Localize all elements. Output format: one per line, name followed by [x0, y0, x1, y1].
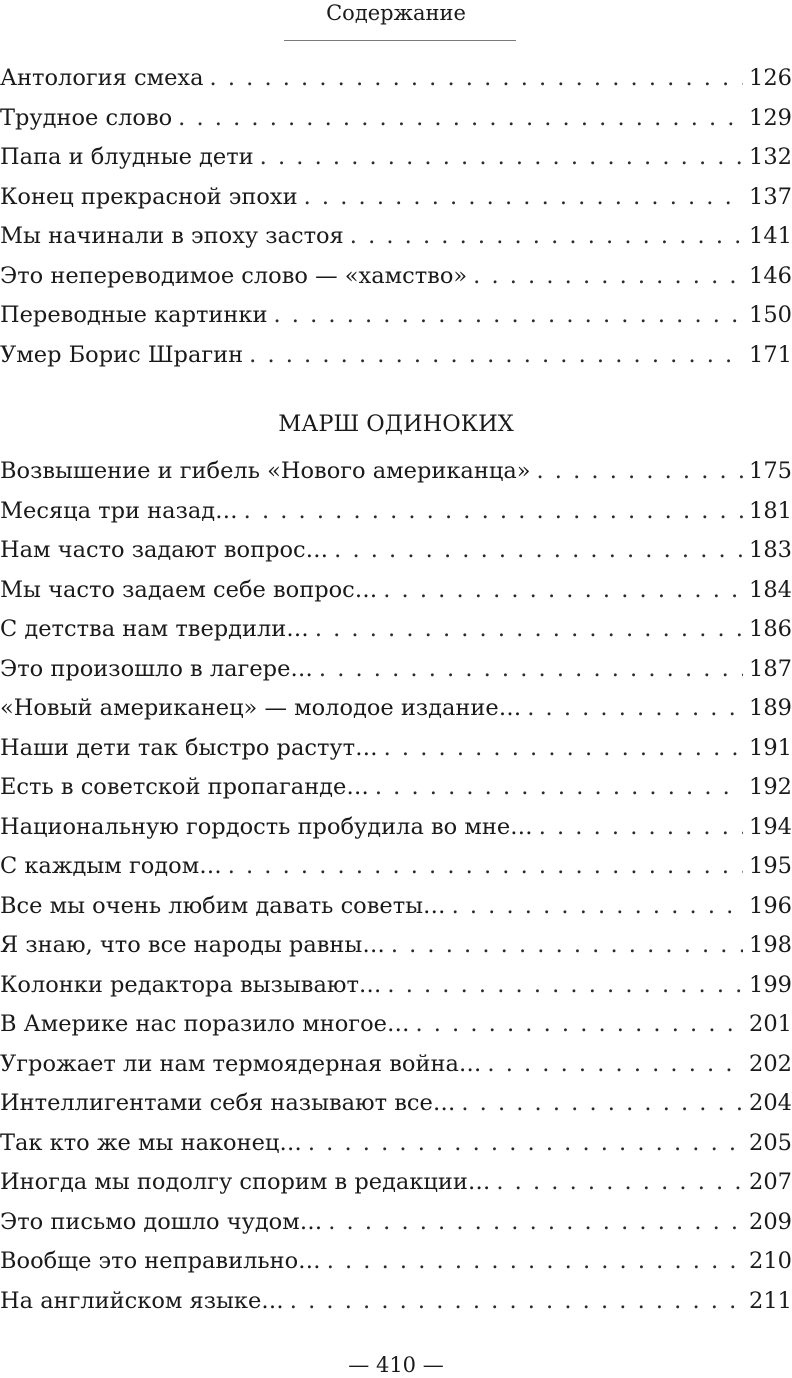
toc-entry-title: С каждым годом… [0, 853, 222, 879]
toc-entry [0, 574, 792, 614]
toc-entry-title: Все мы очень любим давать советы… [0, 892, 446, 919]
toc-entry-page: 194 [749, 813, 792, 840]
dot-leader [290, 1285, 743, 1317]
toc-entry [0, 1127, 792, 1167]
toc-section-2 [0, 455, 792, 1324]
toc-entry [0, 1166, 792, 1206]
toc-entry [0, 220, 792, 260]
toc-entry [0, 260, 792, 300]
toc-entry-page: 202 [749, 1050, 792, 1077]
toc-entry-page: 210 [749, 1248, 792, 1274]
dot-leader [273, 299, 743, 331]
toc-entry [0, 102, 792, 142]
toc-entry-page: 196 [749, 892, 792, 919]
toc-entry [0, 890, 792, 930]
toc-entry-page: 187 [749, 655, 792, 682]
dot-leader [387, 969, 743, 1001]
toc-entry-title: Иногда мы подолгу спорим в редакции… [0, 1169, 491, 1195]
toc-entry-page: 201 [749, 1011, 792, 1037]
toc-entry [0, 653, 792, 693]
toc-entry-title: Конец прекрасной эпохи [0, 183, 298, 210]
toc-entry-page: 186 [749, 616, 792, 642]
dot-leader [308, 1127, 743, 1159]
toc-entry-title: С детства нам твердили… [0, 616, 309, 642]
toc-entry [0, 1206, 792, 1246]
dot-leader [384, 732, 743, 764]
toc-entry [0, 850, 792, 890]
toc-entry-title: Интеллигентами себя называют все… [0, 1090, 456, 1116]
toc-entry-title: Я знаю, что все народы равны… [0, 932, 385, 958]
dot-leader [527, 692, 743, 724]
toc-entry-title: Трудное слово [0, 104, 173, 131]
toc-entry-title: Национальную гордость пробудила во мне… [0, 813, 533, 840]
toc-entry [0, 455, 792, 495]
dot-leader [327, 1245, 743, 1277]
toc-entry-page: 181 [749, 497, 792, 524]
toc-entry [0, 534, 792, 574]
dot-leader [537, 455, 744, 487]
toc-entry-page: 184 [749, 576, 792, 603]
toc-entry [0, 732, 792, 772]
toc-entry-page: 209 [749, 1208, 792, 1235]
toc-entry-title: Колонки редактора вызывают… [0, 971, 382, 998]
toc-entry [0, 181, 792, 221]
toc-entry [0, 811, 792, 851]
toc-entry [0, 1008, 792, 1048]
dot-leader [334, 534, 743, 566]
dot-leader [496, 1166, 743, 1198]
toc-entry [0, 141, 792, 181]
dot-leader [415, 1008, 743, 1040]
toc-entry-page: 195 [749, 853, 792, 879]
toc-entry-title: Это письмо дошло чудом… [0, 1208, 323, 1235]
toc-entry [0, 62, 792, 102]
toc-entry-page: 146 [749, 262, 792, 289]
toc-entry-page: 171 [749, 341, 792, 368]
toc-entry-title: Мы часто задаем себе вопрос… [0, 576, 378, 603]
header-divider [284, 40, 516, 41]
toc-entry-page: 129 [749, 104, 792, 131]
toc-entry-page: 183 [749, 537, 792, 563]
toc-entry-title: Вообще это неправильно… [0, 1248, 321, 1274]
toc-entry-title: Мы начинали в эпоху застоя [0, 223, 344, 249]
dot-leader [244, 495, 743, 527]
dot-leader [461, 1087, 743, 1119]
toc-entry [0, 1048, 792, 1088]
toc-entry-title: «Новый американец» — молодое издание… [0, 695, 522, 721]
toc-entry-title: Есть в советской пропаганде… [0, 774, 369, 800]
dot-leader [539, 811, 743, 843]
toc-entry-page: 205 [749, 1129, 792, 1156]
toc-entry [0, 1245, 792, 1285]
toc-entry [0, 1285, 792, 1325]
toc-entry-page: 191 [749, 734, 792, 761]
toc-entry-page: 204 [749, 1090, 792, 1116]
toc-entry-page: 137 [749, 183, 792, 210]
toc-entry-title: Умер Борис Шрагин [0, 341, 244, 368]
dot-leader [350, 220, 743, 252]
dot-leader [315, 613, 743, 645]
toc-entry-page: 207 [749, 1169, 792, 1195]
dot-leader [391, 929, 743, 961]
toc-entry-page: 132 [749, 144, 792, 170]
toc-entry-title: Наши дети так быстро растут… [0, 734, 378, 761]
dot-leader [319, 653, 743, 685]
toc-entry-title: На английском языке… [0, 1287, 284, 1314]
toc-entry-title: Так кто же мы наконец… [0, 1129, 302, 1156]
dot-leader [452, 890, 743, 922]
dot-leader [473, 260, 743, 292]
toc-entry-page: 175 [749, 458, 792, 484]
dot-leader [260, 141, 743, 173]
toc-entry-title: Это произошло в лагере… [0, 655, 313, 682]
toc-entry-page: 126 [749, 65, 792, 91]
toc-entry-page: 199 [749, 971, 792, 998]
toc-entry-page: 198 [749, 932, 792, 958]
toc-section-1 [0, 62, 792, 378]
dot-leader [210, 62, 744, 94]
toc-entry [0, 495, 792, 535]
toc-entry-title: Антология смеха [0, 65, 204, 91]
toc-entry-page: 141 [749, 223, 792, 249]
toc-entry-title: Переводные картинки [0, 302, 268, 328]
dot-leader [328, 1206, 743, 1238]
toc-entry [0, 613, 792, 653]
toc-entry [0, 299, 792, 339]
toc-entry-page: 211 [749, 1287, 792, 1314]
toc-entry [0, 339, 792, 379]
dot-leader [228, 850, 743, 882]
dot-leader [249, 339, 743, 371]
toc-entry [0, 1087, 792, 1127]
toc-entry [0, 969, 792, 1009]
toc-entry [0, 692, 792, 732]
dot-leader [375, 771, 743, 803]
toc-entry [0, 771, 792, 811]
toc-entry-title: Нам часто задают вопрос… [0, 537, 329, 563]
dot-leader [383, 574, 743, 606]
toc-entry-title: В Америке нас поразило многое… [0, 1011, 410, 1037]
dot-leader [304, 181, 743, 213]
toc-entry-title: Папа и блудные дети [0, 144, 254, 170]
toc-entry [0, 929, 792, 969]
toc-entry-page: 189 [749, 695, 792, 721]
toc-entry-title: Это непереводимое слово — «хамство» [0, 262, 468, 289]
toc-entry-page: 150 [749, 302, 792, 328]
section-heading: МАРШ ОДИНОКИХ [278, 411, 514, 437]
dot-leader [487, 1048, 743, 1080]
dot-leader [178, 102, 743, 134]
toc-entry-page: 192 [749, 774, 792, 800]
toc-entry-title: Возвышение и гибель «Нового американца» [0, 458, 531, 484]
toc-entry-title: Месяца три назад… [0, 497, 238, 524]
page-number: — 410 — [348, 1353, 444, 1377]
toc-entry-title: Угрожает ли нам термоядерная война… [0, 1050, 482, 1077]
running-header: Содержание [326, 1, 466, 25]
